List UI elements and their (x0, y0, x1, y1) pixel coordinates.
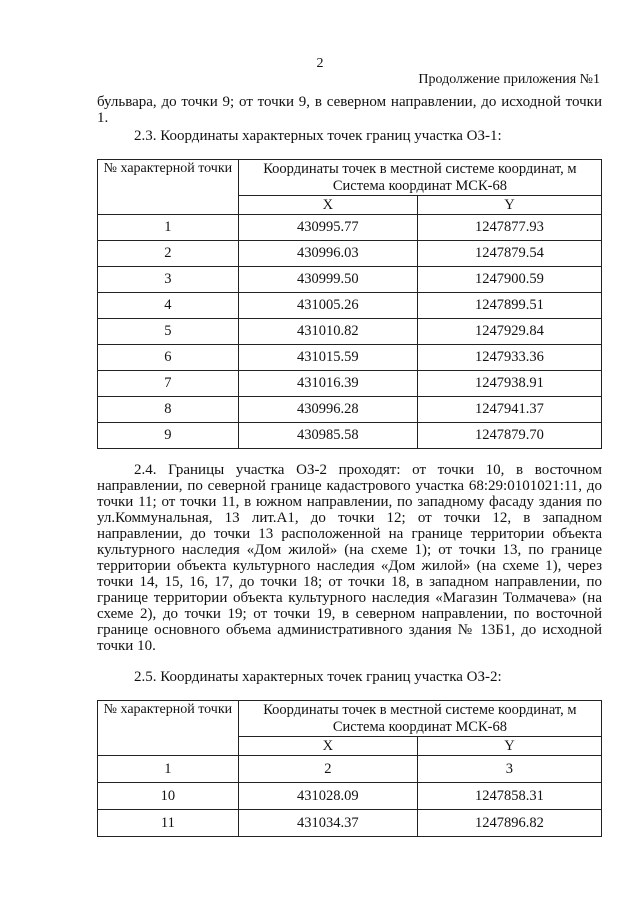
cell-y: 1247858.31 (417, 783, 601, 810)
header-y: Y (417, 196, 601, 215)
cell-y: 1247900.59 (417, 267, 601, 293)
cell-x: 430999.50 (238, 267, 417, 293)
header-coordinates: Координаты точек в местной системе координат, м Система координат МСК-68 (238, 160, 601, 196)
header-x: X (238, 737, 417, 756)
header-x: X (238, 196, 417, 215)
cell-x: 431015.59 (238, 345, 417, 371)
table-row (98, 319, 602, 345)
page-number: 2 (316, 56, 324, 71)
cell-x: 431028.09 (238, 783, 417, 810)
table-row (98, 371, 602, 397)
section-2-5-heading: 2.5. Координаты характерных точек границ участка ОЗ-2: (134, 669, 502, 685)
cell-point: 3 (98, 267, 239, 293)
cell-x: 430985.58 (238, 423, 417, 449)
coordinates-table-oz1 (97, 159, 602, 449)
cell-x: 430995.77 (238, 215, 417, 241)
appendix-note: Продолжение приложения №1 (418, 72, 600, 87)
cell-x: 431034.37 (238, 810, 417, 837)
table-row (98, 293, 602, 319)
cell-y: 1247938.91 (417, 371, 601, 397)
table-row (98, 756, 602, 783)
table-row (98, 215, 602, 241)
cell-point: 8 (98, 397, 239, 423)
cell-point: 1 (98, 215, 239, 241)
cell-point: 11 (98, 810, 239, 837)
cell-point: 10 (98, 783, 239, 810)
cell-x: 431016.39 (238, 371, 417, 397)
header-point-number: № характерной точки (98, 701, 239, 756)
table-row (98, 241, 602, 267)
coordinates-table-oz2 (97, 700, 602, 837)
cell-point: 5 (98, 319, 239, 345)
cell-x: 431005.26 (238, 293, 417, 319)
header-y: Y (417, 737, 601, 756)
table-row (98, 810, 602, 837)
continuation-text: бульвара, до точки 9; от точки 9, в северном направлении, до исходной точки 1. (97, 94, 602, 126)
cell-point: 6 (98, 345, 239, 371)
section-2-4-paragraph: 2.4. Границы участка ОЗ-2 проходят: от точки 10, в восточном направлении, по северной границе кадастрового участка 68:29:0101021:11, до точки 11; от точки 11, в южном направлении, по западному фасаду здания по ул.Коммунальная, 13 лит.А1, до точки 12; от точки 12, в западном направлении, до точки 13 расположенной на границе территории объекта культурного наследия «Дом жилой» (на схеме 1); от точки 13, по границе территории объекта культурного наследия «Дом жилой» (на схеме 1), через точки 14, 15, 16, 17, до точки 18; от точки 18, в западном направлении, по границе территории объекта культурного наследия «Магазин Толмачева» (на схеме 2), до точки 19; от точки 19, в северном направлении, по восточной границе основного объема административного здания № 13Б1, до исходной точки 10. (97, 462, 602, 654)
cell-y: 1247899.51 (417, 293, 601, 319)
cell-y: 1247929.84 (417, 319, 601, 345)
cell-x: 430996.03 (238, 241, 417, 267)
cell-x: 431010.82 (238, 319, 417, 345)
table-row (98, 267, 602, 293)
cell-y: 1247941.37 (417, 397, 601, 423)
table-row (98, 345, 602, 371)
cell-y: 3 (417, 756, 601, 783)
header-point-number: № характерной точки (98, 160, 239, 215)
cell-point: 4 (98, 293, 239, 319)
table-row (98, 423, 602, 449)
cell-y: 1247896.82 (417, 810, 601, 837)
cell-point: 7 (98, 371, 239, 397)
cell-x: 2 (238, 756, 417, 783)
cell-y: 1247879.54 (417, 241, 601, 267)
header-coordinates: Координаты точек в местной системе координат, м Система координат МСК-68 (238, 701, 601, 737)
table-row (98, 783, 602, 810)
cell-point: 1 (98, 756, 239, 783)
cell-point: 9 (98, 423, 239, 449)
cell-y: 1247877.93 (417, 215, 601, 241)
cell-point: 2 (98, 241, 239, 267)
cell-y: 1247933.36 (417, 345, 601, 371)
section-2-3-heading: 2.3. Координаты характерных точек границ участка ОЗ-1: (134, 128, 502, 144)
table-row (98, 397, 602, 423)
cell-y: 1247879.70 (417, 423, 601, 449)
cell-x: 430996.28 (238, 397, 417, 423)
